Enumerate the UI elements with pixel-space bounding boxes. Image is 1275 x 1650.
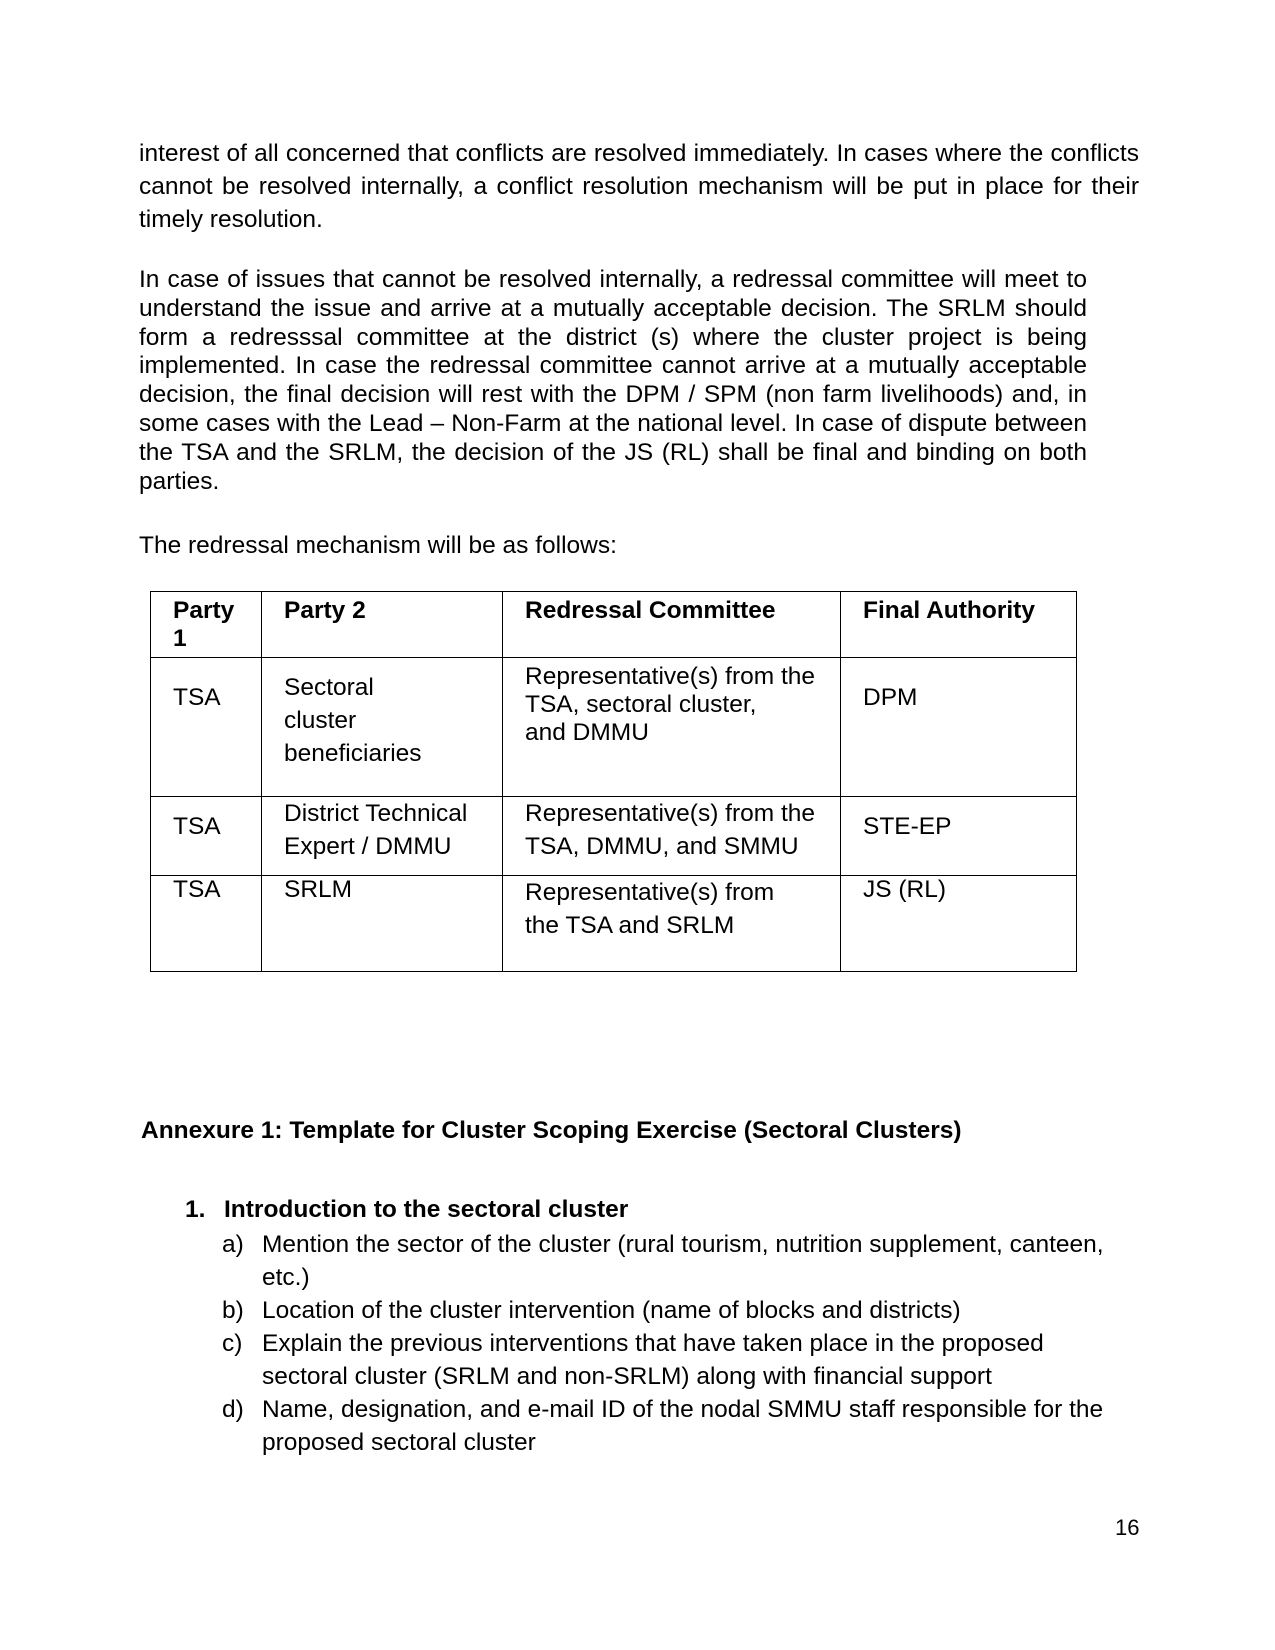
list-item bbox=[222, 1294, 1122, 1327]
cell-party-1: TSA bbox=[151, 797, 262, 876]
list-item bbox=[222, 1327, 1122, 1393]
cell-redressal-committee bbox=[503, 876, 841, 972]
cell-line: the TSA and SRLM bbox=[525, 912, 735, 939]
table-row bbox=[151, 876, 1077, 972]
list-item bbox=[222, 1393, 1122, 1459]
cell-line: Representative(s) from bbox=[525, 879, 775, 906]
annexure-title: Annexure 1: Template for Cluster Scoping Exercise (Sectoral Clusters) bbox=[141, 1117, 962, 1144]
cell-line: District Technical bbox=[284, 800, 468, 827]
list-marker: a) bbox=[222, 1231, 244, 1258]
cell-line: Representative(s) from the bbox=[525, 800, 816, 827]
table-row bbox=[151, 658, 1077, 797]
cell-party-2 bbox=[262, 658, 503, 797]
cell-line: and DMMU bbox=[525, 719, 649, 746]
cell-line: TSA, DMMU, and SMMU bbox=[525, 833, 799, 860]
list-item-text: Explain the previous interventions that have taken place in the proposed sectoral cluster (SRLM and non-SRLM) along with financial support bbox=[262, 1330, 1044, 1390]
cell-line: Representative(s) from the bbox=[525, 663, 816, 690]
cell-redressal-committee bbox=[503, 797, 841, 876]
cell-party-2: SRLM bbox=[262, 876, 503, 972]
cell-party-1: TSA bbox=[151, 658, 262, 797]
section-heading bbox=[185, 1195, 628, 1225]
cell-line: Sectoral bbox=[284, 674, 374, 701]
list-marker: c) bbox=[222, 1330, 243, 1357]
section-number: 1. bbox=[185, 1196, 206, 1223]
cell-party-2 bbox=[262, 797, 503, 876]
list-marker: b) bbox=[222, 1297, 244, 1324]
cell-line: Expert / DMMU bbox=[284, 833, 452, 860]
redressal-table bbox=[150, 591, 1077, 972]
list-item-text: Mention the sector of the cluster (rural tourism, nutrition supplement, canteen, etc.) bbox=[262, 1231, 1104, 1291]
header-party-2: Party 2 bbox=[262, 592, 503, 658]
cell-redressal-committee bbox=[503, 658, 841, 797]
cell-line: TSA, sectoral cluster, bbox=[525, 691, 757, 718]
cell-final-authority: JS (RL) bbox=[841, 876, 1077, 972]
list-marker: d) bbox=[222, 1396, 244, 1423]
cell-final-authority: STE-EP bbox=[841, 797, 1077, 876]
cell-party-1: TSA bbox=[151, 876, 262, 972]
paragraph-mechanism-intro: The redressal mechanism will be as follows: bbox=[139, 532, 617, 559]
header-redressal-committee: Redressal Committee bbox=[503, 592, 841, 658]
cell-line: beneficiaries bbox=[284, 740, 422, 767]
list-item-text: Name, designation, and e-mail ID of the nodal SMMU staff responsible for the proposed sectoral cluster bbox=[262, 1396, 1104, 1456]
header-final-authority: Final Authority bbox=[841, 592, 1077, 658]
paragraph-redressal-committee: In case of issues that cannot be resolved internally, a redressal committee will meet to understand the issue and arrive at a mutually acceptable decision. The SRLM should form a redresssal committee at the district (s) where the cluster project is being implemented. In case the redressal committee cannot arrive at a mutually acceptable decision, the final decision will rest with the DPM / SPM (non farm livelihoods) and, in some cases with the Lead – Non-Farm at the national level. In case of dispute between the TSA and the SRLM, the decision of the JS (RL) shall be final and binding on both parties. bbox=[139, 266, 1087, 495]
section-title: Introduction to the sectoral cluster bbox=[224, 1196, 629, 1223]
paragraph-conflicts-intro: interest of all concerned that conflicts are resolved immediately. In cases where the conflicts cannot be resolved internally, a conflict resolution mechanism will be put in place for their timely resolution. bbox=[139, 140, 1139, 233]
table-row bbox=[151, 797, 1077, 876]
table-header-row bbox=[151, 592, 1077, 658]
header-party-1: Party 1 bbox=[151, 592, 262, 658]
cell-final-authority: DPM bbox=[841, 658, 1077, 797]
section-item-list bbox=[222, 1228, 1122, 1459]
cell-line: cluster bbox=[284, 707, 357, 734]
list-item-text: Location of the cluster intervention (name of blocks and districts) bbox=[262, 1297, 961, 1324]
list-item bbox=[222, 1228, 1122, 1294]
page-number: 16 bbox=[1115, 1515, 1140, 1540]
